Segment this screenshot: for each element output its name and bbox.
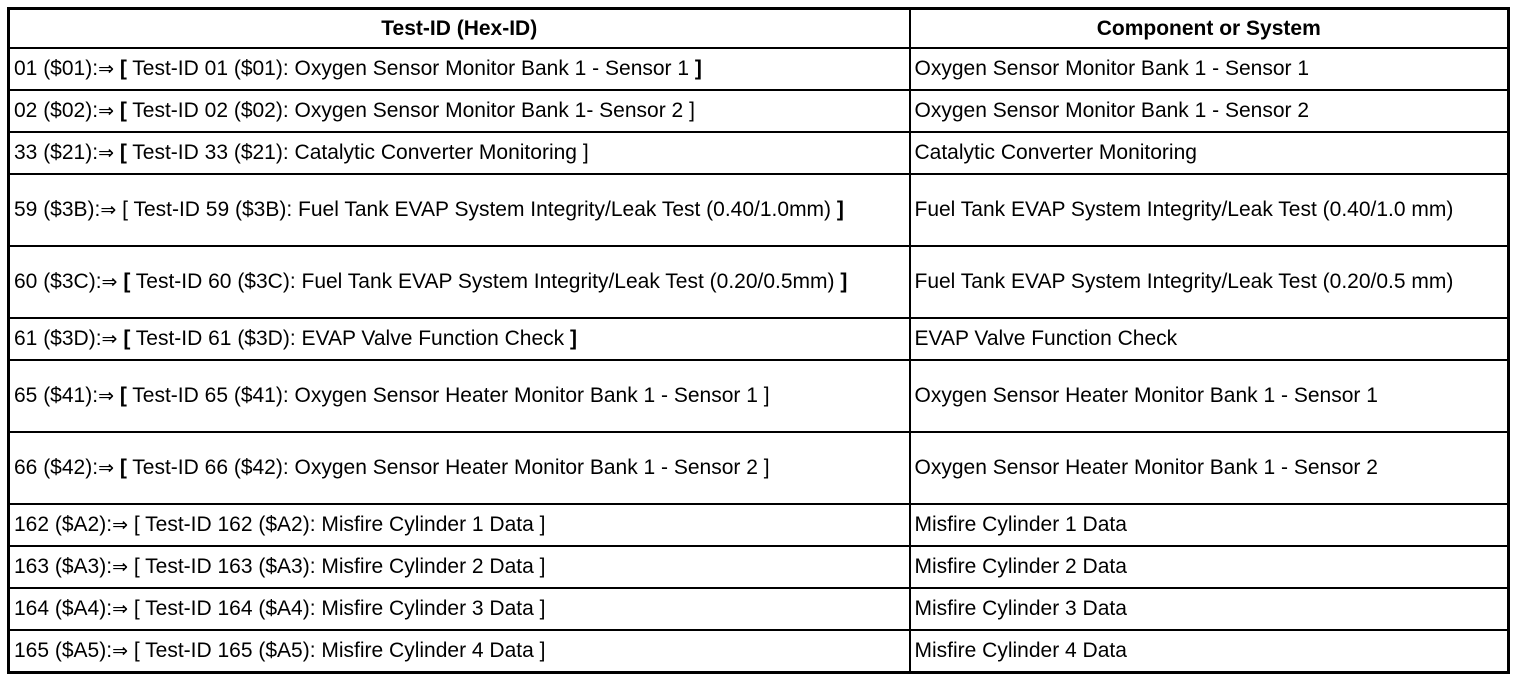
link-arrow-icon: ⇒	[98, 100, 114, 122]
test-id-cell: 65 ($41):⇒ [ Test-ID 65 ($41): Oxygen Sensor Heater Monitor Bank 1 - Sensor 1 ]	[9, 360, 910, 432]
component-cell: Oxygen Sensor Heater Monitor Bank 1 - Sensor 1	[910, 360, 1509, 432]
test-id-value: 59 ($3B):	[14, 198, 101, 221]
test-id-cell: 61 ($3D):⇒ [ Test-ID 61 ($3D): EVAP Valve Function Check ]	[9, 318, 910, 360]
test-id-link[interactable]: Test-ID 165 ($A5): Misfire Cylinder 4 Data	[145, 639, 534, 662]
test-id-link[interactable]: Test-ID 60 ($3C): Fuel Tank EVAP System Integrity/Leak Test (0.20/0.5mm)	[135, 270, 835, 293]
table-row	[9, 504, 1509, 546]
test-id-cell: 01 ($01):⇒ [ Test-ID 01 ($01): Oxygen Sensor Monitor Bank 1 - Sensor 1 ]	[9, 48, 910, 90]
test-id-value: 66 ($42):	[14, 456, 99, 479]
component-cell: Fuel Tank EVAP System Integrity/Leak Test (0.40/1.0 mm)	[910, 174, 1509, 246]
link-arrow-icon: ⇒	[101, 271, 118, 293]
test-id-value: 33 ($21):	[14, 141, 99, 164]
test-id-cell: 60 ($3C):⇒ [ Test-ID 60 ($3C): Fuel Tank EVAP System Integrity/Leak Test (0.20/0.5mm) ]	[9, 246, 910, 318]
table-row	[9, 90, 1509, 132]
table-row	[9, 132, 1509, 174]
test-id-cell: 164 ($A4):⇒ [ Test-ID 164 ($A4): Misfire Cylinder 3 Data ]	[9, 588, 910, 630]
test-id-cell: 59 ($3B):⇒ [ Test-ID 59 ($3B): Fuel Tank EVAP System Integrity/Leak Test (0.40/1.0mm) ]	[9, 174, 910, 246]
component-cell: EVAP Valve Function Check	[910, 318, 1509, 360]
test-id-link[interactable]: Test-ID 65 ($41): Oxygen Sensor Heater Monitor Bank 1 - Sensor 1	[132, 384, 758, 407]
link-arrow-icon: ⇒	[98, 457, 114, 479]
table-row	[9, 360, 1509, 432]
header-row	[9, 9, 1509, 49]
table-row	[9, 318, 1509, 360]
test-id-link[interactable]: Test-ID 162 ($A2): Misfire Cylinder 1 Data	[145, 513, 534, 536]
link-arrow-icon: ⇒	[98, 385, 114, 407]
table-row	[9, 246, 1509, 318]
test-id-cell: 02 ($02):⇒ [ Test-ID 02 ($02): Oxygen Sensor Monitor Bank 1- Sensor 2 ]	[9, 90, 910, 132]
component-cell: Oxygen Sensor Heater Monitor Bank 1 - Sensor 2	[910, 432, 1509, 504]
component-cell: Misfire Cylinder 2 Data	[910, 546, 1509, 588]
test-id-value: 163 ($A3):	[14, 555, 113, 578]
component-cell: Oxygen Sensor Monitor Bank 1 - Sensor 1	[910, 48, 1509, 90]
table-row	[9, 174, 1509, 246]
table-row	[9, 546, 1509, 588]
link-arrow-icon: ⇒	[100, 199, 117, 221]
component-cell: Misfire Cylinder 3 Data	[910, 588, 1509, 630]
table-row	[9, 432, 1509, 504]
test-id-value: 165 ($A5):	[14, 639, 113, 662]
test-id-cell: 165 ($A5):⇒ [ Test-ID 165 ($A5): Misfire Cylinder 4 Data ]	[9, 630, 910, 673]
link-arrow-icon: ⇒	[112, 514, 128, 536]
test-id-cell: 163 ($A3):⇒ [ Test-ID 163 ($A3): Misfire Cylinder 2 Data ]	[9, 546, 910, 588]
test-id-link[interactable]: Test-ID 66 ($42): Oxygen Sensor Heater Monitor Bank 1 - Sensor 2	[132, 456, 758, 479]
test-id-link[interactable]: Test-ID 61 ($3D): EVAP Valve Function Check	[135, 327, 565, 350]
header-component: Component or System	[910, 9, 1509, 49]
table-row	[9, 630, 1509, 673]
test-id-value: 65 ($41):	[14, 384, 99, 407]
test-id-link[interactable]: Test-ID 164 ($A4): Misfire Cylinder 3 Data	[145, 597, 534, 620]
table-row	[9, 588, 1509, 630]
header-test-id: Test-ID (Hex-ID)	[9, 9, 910, 49]
test-id-cell: 162 ($A2):⇒ [ Test-ID 162 ($A2): Misfire Cylinder 1 Data ]	[9, 504, 910, 546]
test-id-value: 61 ($3D):	[14, 327, 102, 350]
component-cell: Misfire Cylinder 1 Data	[910, 504, 1509, 546]
test-id-value: 162 ($A2):	[14, 513, 113, 536]
link-arrow-icon: ⇒	[112, 640, 128, 662]
test-id-table	[7, 7, 1510, 674]
test-id-cell: 66 ($42):⇒ [ Test-ID 66 ($42): Oxygen Sensor Heater Monitor Bank 1 - Sensor 2 ]	[9, 432, 910, 504]
test-id-link[interactable]: Test-ID 33 ($21): Catalytic Converter Monitoring	[132, 141, 577, 164]
test-id-link[interactable]: Test-ID 02 ($02): Oxygen Sensor Monitor Bank 1- Sensor 2	[132, 99, 684, 122]
link-arrow-icon: ⇒	[112, 556, 128, 578]
test-id-value: 02 ($02):	[14, 99, 99, 122]
link-arrow-icon: ⇒	[101, 328, 118, 350]
component-cell: Catalytic Converter Monitoring	[910, 132, 1509, 174]
table-row	[9, 48, 1509, 90]
test-id-value: 60 ($3C):	[14, 270, 102, 293]
test-id-cell: 33 ($21):⇒ [ Test-ID 33 ($21): Catalytic Converter Monitoring ]	[9, 132, 910, 174]
link-arrow-icon: ⇒	[98, 58, 114, 80]
link-arrow-icon: ⇒	[98, 142, 114, 164]
link-arrow-icon: ⇒	[112, 598, 128, 620]
test-id-link[interactable]: Test-ID 01 ($01): Oxygen Sensor Monitor Bank 1 - Sensor 1	[132, 57, 690, 80]
test-id-value: 01 ($01):	[14, 57, 99, 80]
test-id-link[interactable]: Test-ID 163 ($A3): Misfire Cylinder 2 Data	[145, 555, 534, 578]
component-cell: Oxygen Sensor Monitor Bank 1 - Sensor 2	[910, 90, 1509, 132]
test-id-value: 164 ($A4):	[14, 597, 113, 620]
test-id-link[interactable]: Test-ID 59 ($3B): Fuel Tank EVAP System Integrity/Leak Test (0.40/1.0mm)	[133, 198, 832, 221]
component-cell: Fuel Tank EVAP System Integrity/Leak Test (0.20/0.5 mm)	[910, 246, 1509, 318]
component-cell: Misfire Cylinder 4 Data	[910, 630, 1509, 673]
